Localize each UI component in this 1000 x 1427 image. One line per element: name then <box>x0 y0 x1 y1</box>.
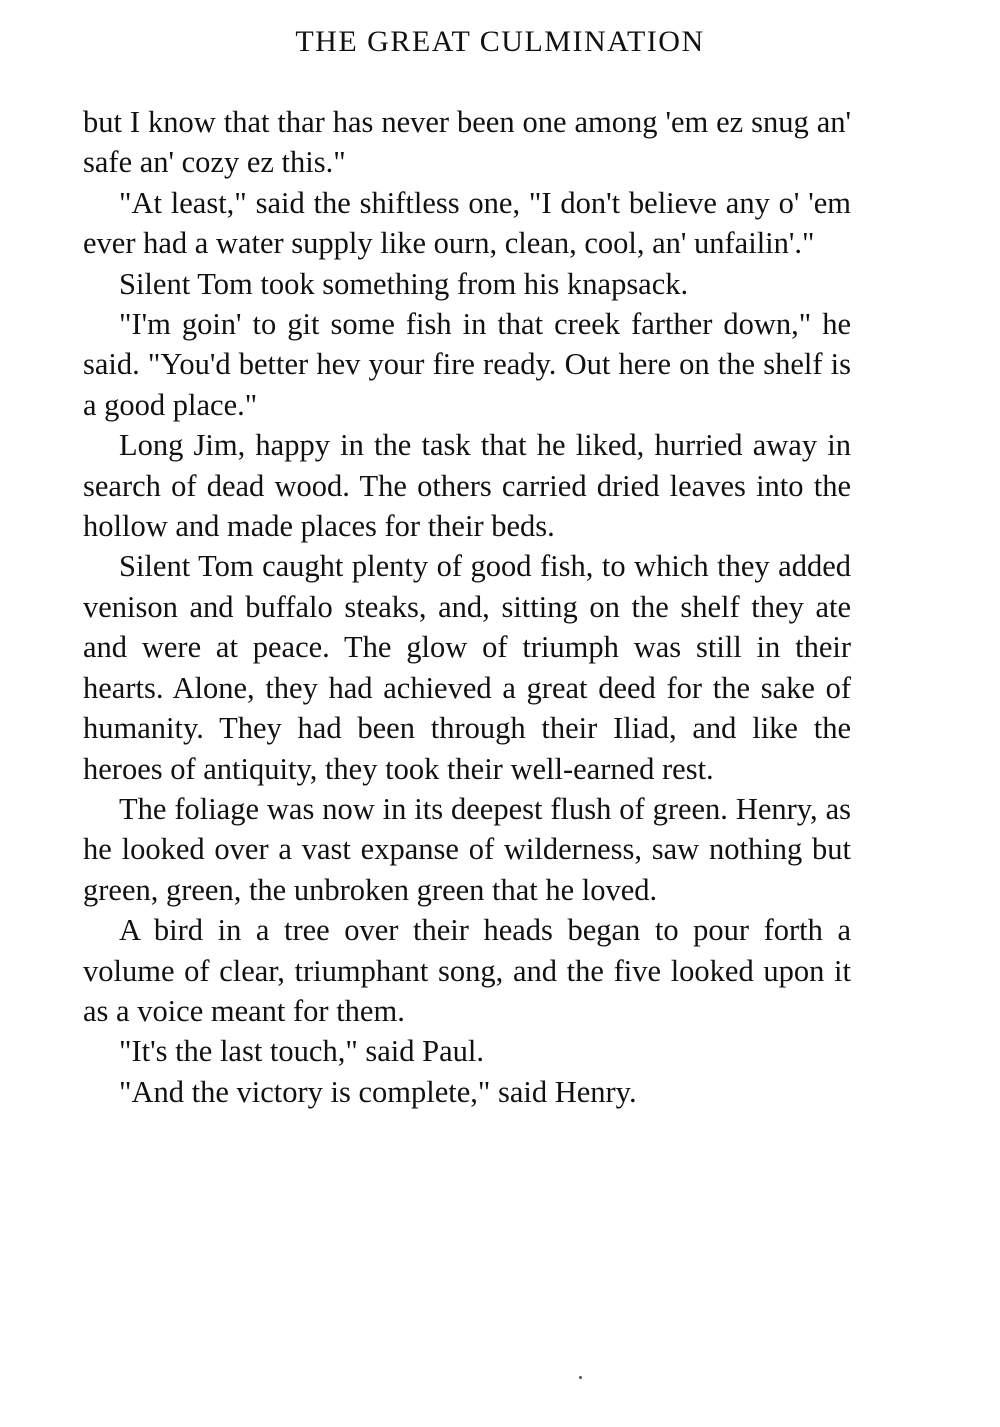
paragraph: A bird in a tree over their heads began to pour forth a volume of clear, triumphant song, and the five looked upon it as a voice meant for them. <box>83 913 851 1028</box>
paragraph-continued: but I know that thar has never been one among 'em ez snug an' safe an' cozy ez this." <box>83 105 851 180</box>
paragraph: "It's the last touch," said Paul. <box>119 1034 485 1069</box>
paragraph: "At least," said the shiftless one, "I don't believe any o' 'em ever had a water supply like ourn, clean, cool, an' unfailin'." <box>83 185 851 261</box>
paragraph: The foliage was now in its deepest flush of green. Henry, as he looked over a vast expanse of wilderness, saw nothing but green, green, the unbroken green that he loved. <box>83 791 851 907</box>
running-head: THE GREAT CULMINATION <box>295 25 705 58</box>
paragraph: "I'm goin' to git some fish in that creek farther down," he said. "You'd better hev your fire ready. Out here on the shelf is a good place." <box>83 307 851 422</box>
paragraph: Silent Tom caught plenty of good fish, to which they added venison and buffalo steaks, and, sitting on the shelf they ate and were at peace. The glow of triumph was still in their hearts. Alone, they had achieved a great deed for the sake of humanity. They had been through their Iliad, and like the heroes of antiquity, they took their well-earned rest. <box>83 549 851 786</box>
paragraph: "And the victory is complete," said Henry. <box>119 1074 637 1109</box>
body-text <box>83 102 851 1112</box>
paragraph: Long Jim, happy in the task that he liked, hurried away in search of dead wood. The others carried dried leaves into the hollow and made places for their beds. <box>83 428 851 544</box>
paragraph: Silent Tom took something from his knapsack. <box>119 266 689 301</box>
ink-speck <box>579 1376 582 1379</box>
